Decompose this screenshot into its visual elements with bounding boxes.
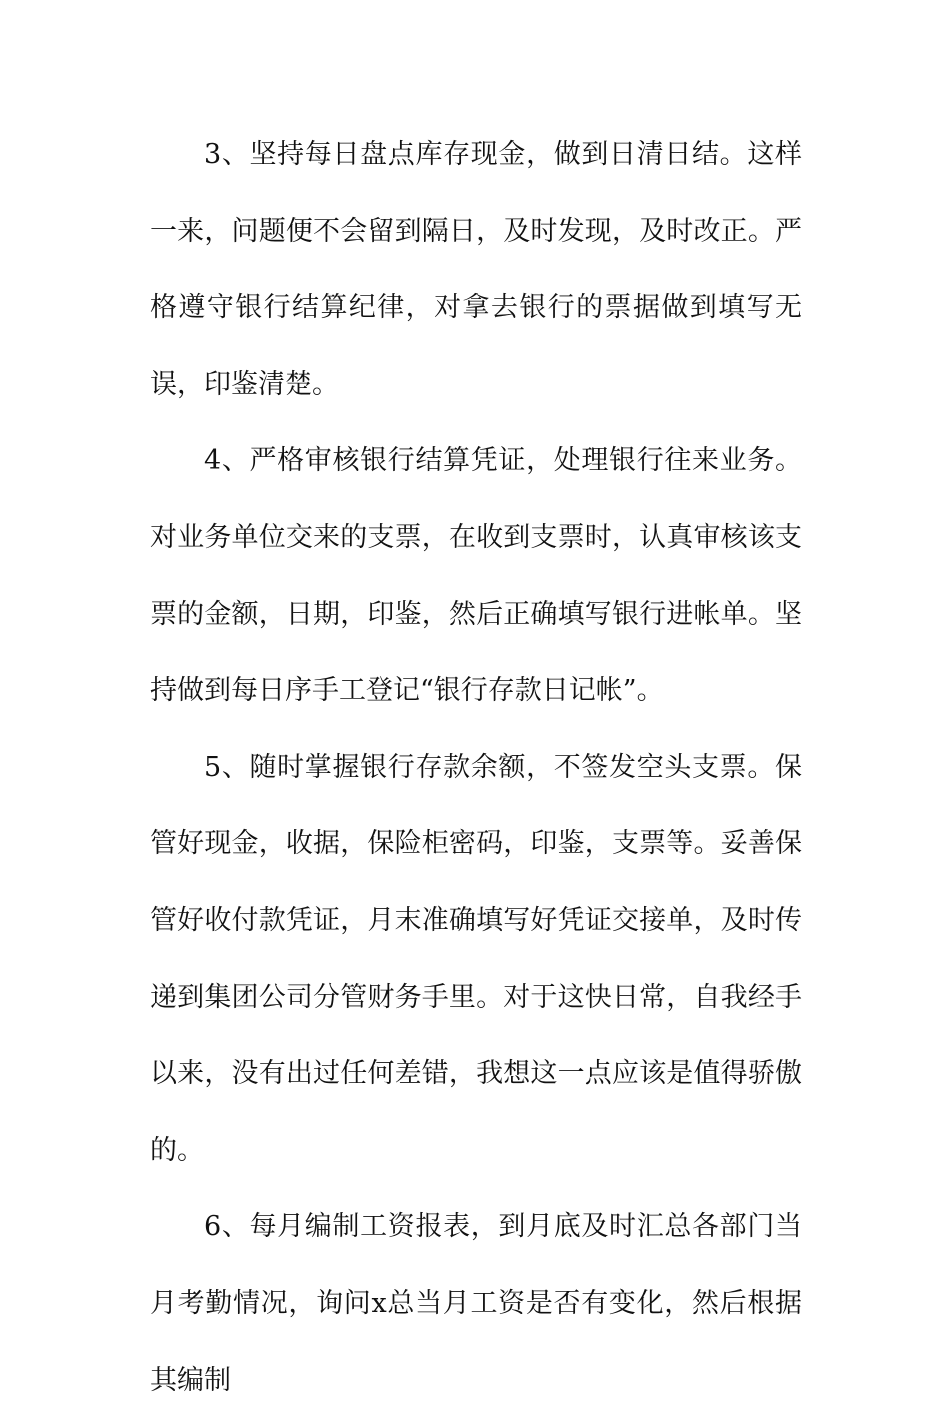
- paragraph-5: 5、随时掌握银行存款余额，不签发空头支票。保管好现金，收据，保险柜密码，印鉴，支票等。妥善保管好收付款凭证，月末准确填写好凭证交接单，及时传递到集团公司分管财务手里。对于这快日常，自我经手以来，没有出过任何差错，我想这一点应该是值得骄傲的。: [150, 751, 802, 1166]
- document-body: [150, 117, 802, 1419]
- paragraph-6: 6、每月编制工资报表，到月底及时汇总各部门当月考勤情况，询问x总当月工资是否有变化，然后根据其编制: [150, 1211, 802, 1396]
- paragraph-3: 3、坚持每日盘点库存现金，做到日清日结。这样一来，问题便不会留到隔日，及时发现，及时改正。严格遵守银行结算纪律，对拿去银行的票据做到填写无误，印鉴清楚。: [150, 139, 802, 400]
- paragraph-4: 4、严格审核银行结算凭证，处理银行往来业务。对业务单位交来的支票，在收到支票时，认真审核该支票的金额，日期，印鉴，然后正确填写银行进帐单。坚持做到每日序手工登记“银行存款日记帐”。: [150, 445, 802, 707]
